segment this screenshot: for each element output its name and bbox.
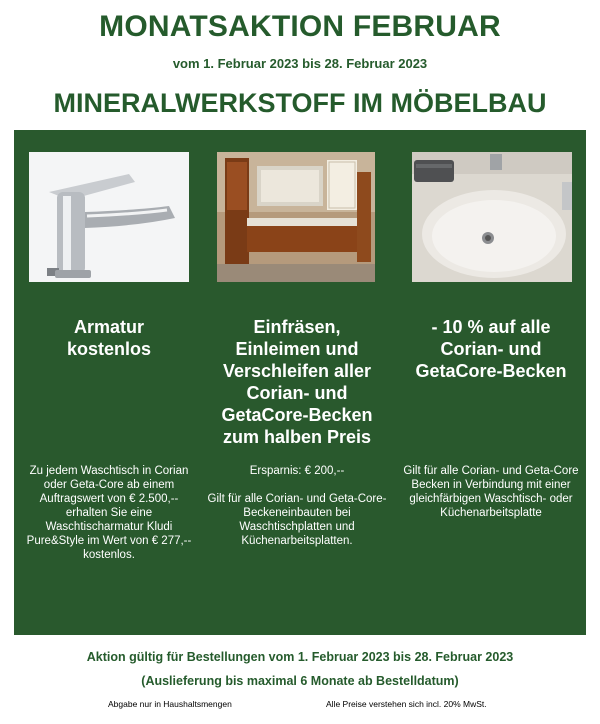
offer-1-heading: Armatur kostenlos	[66, 317, 152, 359]
household-note: Abgabe nur in Haushaltsmengen	[108, 699, 232, 709]
page-title: MONATSAKTION FEBRUAR	[99, 10, 501, 43]
page-subtitle: MINERALWERKSTOFF IM MÖBELBAU	[53, 88, 547, 118]
offer-column-2	[207, 316, 387, 548]
offer-panel	[14, 130, 586, 635]
offer-2-heading: Einfräsen, Einleimen und Verschleifen aller Corian- und GetaCore-Becken zum halben Preis	[221, 317, 373, 447]
offer-column-1	[19, 316, 199, 562]
validity-text: Aktion gültig für Bestellungen vom 1. Februar 2023 bis 28. Februar 2023	[86, 650, 514, 664]
delivery-text: (Auslieferung bis maximal 6 Monate ab Bestelldatum)	[141, 674, 459, 688]
offer-2-text: Gilt für alle Corian- und Geta-Core-Beckeneinbauten bei Waschtischplatten und Küchenarbeitsplatten.	[207, 493, 387, 547]
offer-2-savings: Ersparnis: € 200,--	[249, 465, 345, 477]
bathroom-furniture-image	[217, 152, 375, 282]
offer-1-text: Zu jedem Waschtisch in Corian oder Geta-Core ab einem Auftragswert von € 2.500,-- erhalten Sie eine Waschtischarmatur Kludi Pure&Style im Wert von € 277,-- kostenlos.	[26, 465, 192, 561]
faucet-image	[29, 152, 189, 282]
offer-column-3	[401, 316, 581, 520]
offer-3-heading: - 10 % auf alle Corian- und GetaCore-Becken	[415, 317, 567, 381]
offer-3-text: Gilt für alle Corian- und Geta-Core Becken in Verbindung mit einer gleichfärbigen Waschtisch- oder Küchenarbeitsplatte	[403, 465, 579, 519]
date-range: vom 1. Februar 2023 bis 28. Februar 2023	[172, 56, 428, 71]
basin-image	[412, 152, 572, 282]
vat-note: Alle Preise verstehen sich incl. 20% MwSt.	[326, 699, 487, 709]
